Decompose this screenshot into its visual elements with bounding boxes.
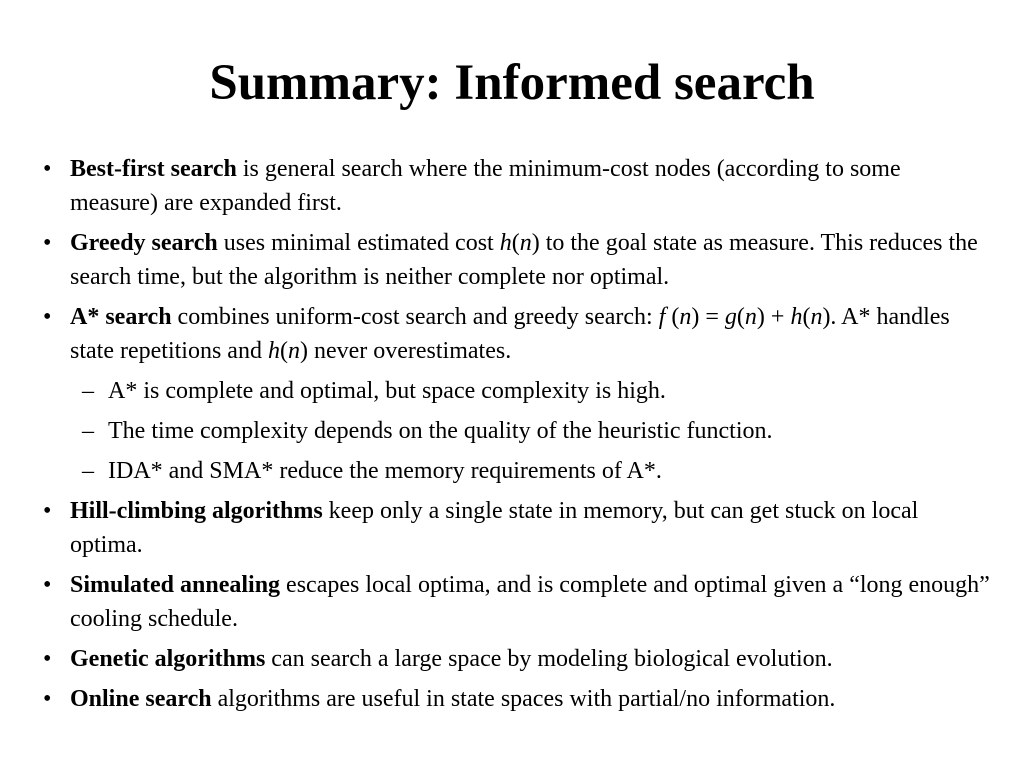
math-f: f bbox=[658, 304, 666, 330]
math-n: n bbox=[679, 304, 692, 330]
dash-icon: – bbox=[82, 418, 94, 444]
term-hill-climbing: Hill-climbing algorithms bbox=[70, 498, 323, 524]
term-a-star-search: A* search bbox=[70, 304, 172, 330]
math-plus: ) + bbox=[756, 304, 791, 330]
bullet-text: uses minimal estimated cost bbox=[217, 230, 500, 256]
bullet-simulated-annealing bbox=[43, 568, 993, 636]
math-n: n bbox=[519, 230, 532, 256]
term-greedy-search: Greedy search bbox=[70, 230, 218, 256]
math-paren: ) bbox=[299, 338, 308, 364]
math-g: g bbox=[724, 304, 737, 330]
math-paren: ) bbox=[531, 230, 540, 256]
sub-bullet-text: IDA* and SMA* reduce the memory requirements of A*. bbox=[108, 458, 662, 484]
sub-bullet-complete-optimal bbox=[43, 374, 993, 408]
bullet-list bbox=[43, 152, 993, 722]
bullet-a-star-search bbox=[43, 300, 993, 368]
bullet-text: is general search where the minimum-cost nodes (according to some measure) are expanded first. bbox=[70, 156, 901, 216]
bullet-text: algorithms are useful in state spaces with partial/no information. bbox=[211, 686, 836, 712]
bullet-text: never overestimates. bbox=[307, 338, 512, 364]
term-online-search: Online search bbox=[70, 686, 212, 712]
bullet-icon: • bbox=[43, 498, 52, 524]
bullet-text: escapes local optima, and is complete and optimal given a “long enough” cooling schedule. bbox=[70, 572, 990, 632]
bullet-best-first-search bbox=[43, 152, 993, 220]
sub-bullet-text: The time complexity depends on the quality of the heuristic function. bbox=[108, 418, 773, 444]
math-n: n bbox=[744, 304, 757, 330]
bullet-icon: • bbox=[43, 572, 52, 598]
bullet-icon: • bbox=[43, 230, 52, 256]
bullet-icon: • bbox=[43, 304, 52, 330]
sub-bullet-time-complexity bbox=[43, 414, 993, 448]
bullet-text: keep only a single state in memory, but can get stuck on local optima. bbox=[70, 498, 919, 558]
dash-icon: – bbox=[82, 378, 94, 404]
bullet-greedy-search bbox=[43, 226, 993, 294]
bullet-text: combines uniform-cost search and greedy search: bbox=[171, 304, 659, 330]
math-paren: ). bbox=[822, 304, 837, 330]
math-paren: ( bbox=[736, 304, 745, 330]
term-best-first-search: Best-first search bbox=[70, 156, 237, 182]
math-paren: ( bbox=[802, 304, 811, 330]
math-h: h bbox=[267, 338, 280, 364]
slide-title: Summary: Informed search bbox=[209, 55, 815, 111]
bullet-icon: • bbox=[43, 156, 52, 182]
math-paren: ( bbox=[279, 338, 288, 364]
math-n: n bbox=[287, 338, 300, 364]
math-h: h bbox=[499, 230, 512, 256]
sub-bullet-ida-sma bbox=[43, 454, 993, 488]
bullet-text: can search a large space by modeling biological evolution. bbox=[265, 646, 833, 672]
bullet-online-search bbox=[43, 682, 993, 716]
math-paren: ( bbox=[511, 230, 520, 256]
math-paren: ( bbox=[665, 304, 680, 330]
dash-icon: – bbox=[82, 458, 94, 484]
bullet-text: A* handles state repetitions and bbox=[70, 304, 950, 364]
bullet-hill-climbing bbox=[43, 494, 993, 562]
sub-bullet-text: A* is complete and optimal, but space complexity is high. bbox=[108, 378, 666, 404]
math-equals: ) = bbox=[691, 304, 725, 330]
bullet-icon: • bbox=[43, 646, 52, 672]
math-h: h bbox=[790, 304, 803, 330]
term-simulated-annealing: Simulated annealing bbox=[70, 572, 281, 598]
bullet-genetic-algorithms bbox=[43, 642, 993, 676]
math-n: n bbox=[810, 304, 823, 330]
term-genetic-algorithms: Genetic algorithms bbox=[70, 646, 266, 672]
bullet-text: to the goal state as measure. This reduces the search time, but the algorithm is neither complete nor optimal. bbox=[70, 230, 978, 290]
bullet-icon: • bbox=[43, 686, 52, 712]
